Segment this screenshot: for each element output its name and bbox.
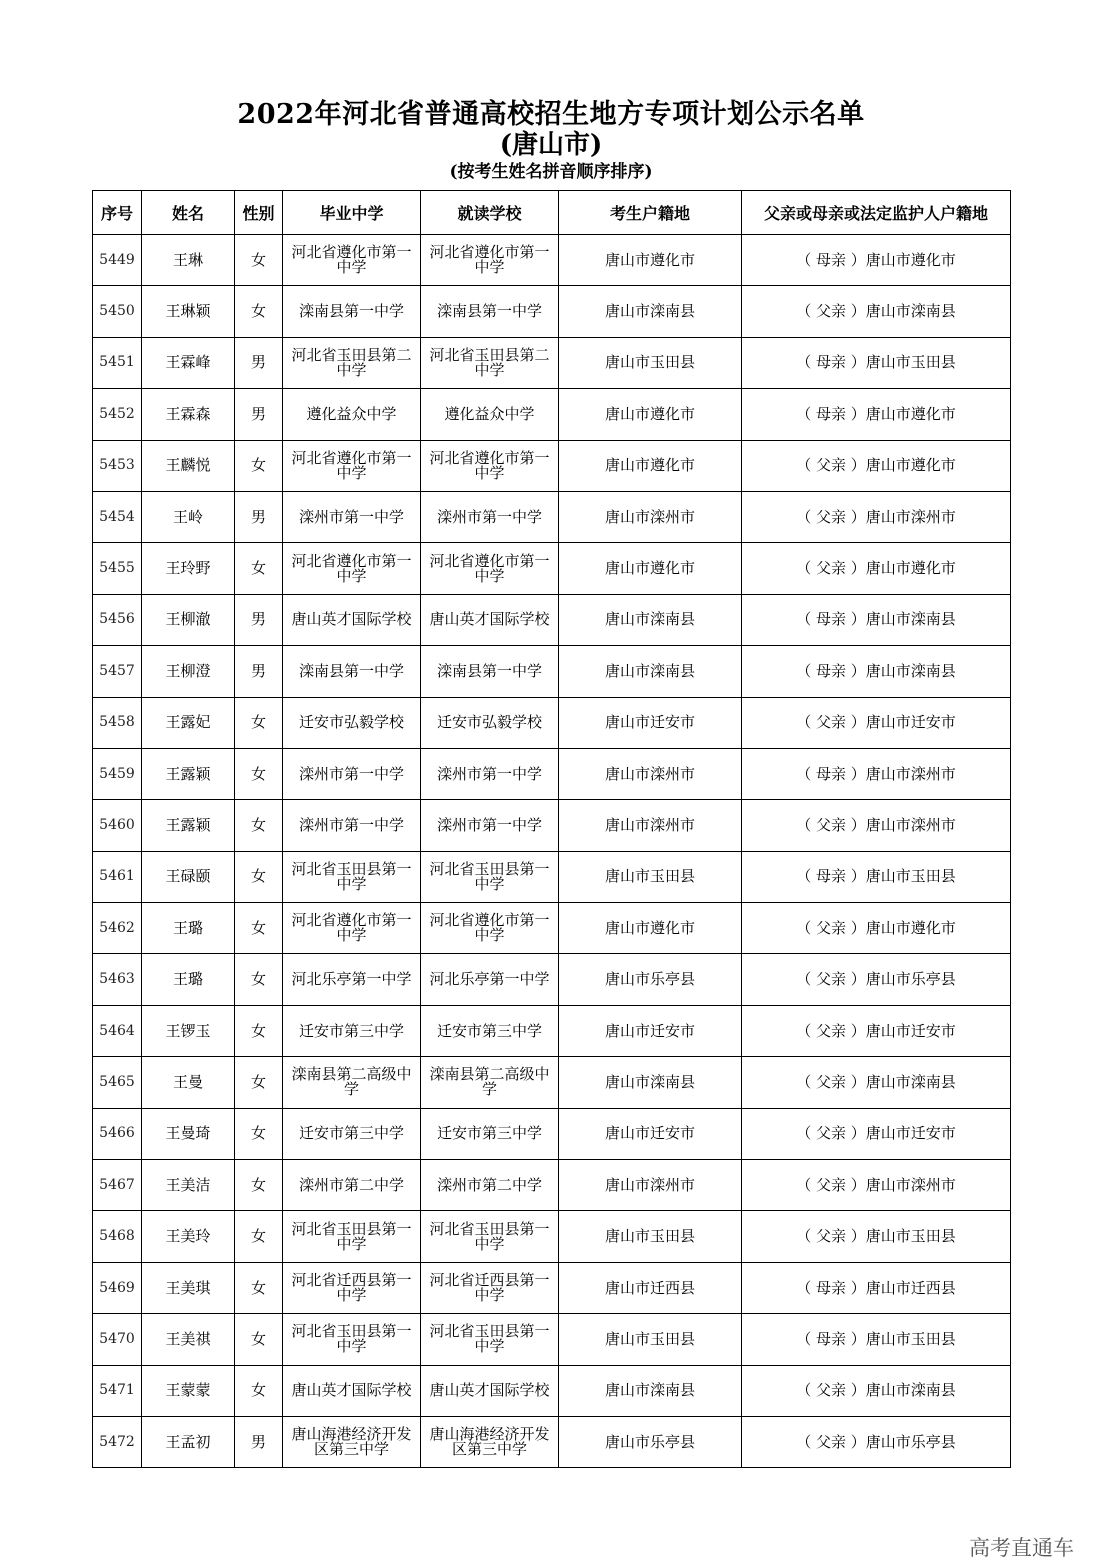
table-row — [93, 1057, 1011, 1108]
table-row — [93, 748, 1011, 799]
cell-student-hukou: 唐山市滦南县 — [559, 646, 742, 697]
cell-name: 王柳澄 — [142, 646, 235, 697]
cell-name: 王琳 — [142, 235, 235, 286]
cell-current-school: 滦南县第一中学 — [421, 286, 559, 337]
cell-name: 王美洁 — [142, 1160, 235, 1211]
cell-current-school: 河北省玉田县第二中学 — [421, 337, 559, 388]
cell-seq: 5460 — [93, 800, 142, 851]
page-title: 2022年河北省普通高校招生地方专项计划公示名单 — [237, 99, 865, 130]
cell-student-hukou: 唐山市滦州市 — [559, 748, 742, 799]
table-body — [93, 235, 1011, 1468]
cell-gender: 女 — [235, 1314, 283, 1365]
cell-guardian-hukou: （ 父亲 ）唐山市迁安市 — [742, 1005, 1011, 1056]
cell-guardian-hukou: （ 母亲 ）唐山市滦州市 — [742, 748, 1011, 799]
cell-seq: 5469 — [93, 1262, 142, 1313]
cell-current-school: 滦州市第二中学 — [421, 1160, 559, 1211]
cell-student-hukou: 唐山市遵化市 — [559, 903, 742, 954]
header-guardian-hukou: 父亲或母亲或法定监护人户籍地 — [742, 191, 1011, 235]
cell-student-hukou: 唐山市滦南县 — [559, 1365, 742, 1416]
cell-gender: 男 — [235, 337, 283, 388]
cell-guardian-hukou: （ 父亲 ）唐山市乐亭县 — [742, 954, 1011, 1005]
cell-name: 王璐 — [142, 903, 235, 954]
cell-gender: 女 — [235, 697, 283, 748]
table-row — [93, 543, 1011, 594]
cell-guardian-hukou: （ 父亲 ）唐山市遵化市 — [742, 903, 1011, 954]
cell-guardian-hukou: （ 母亲 ）唐山市滦南县 — [742, 646, 1011, 697]
cell-graduated-school: 河北省遵化市第一中学 — [283, 235, 421, 286]
cell-name: 王碌颐 — [142, 851, 235, 902]
cell-current-school: 滦州市第一中学 — [421, 748, 559, 799]
table-row — [93, 1005, 1011, 1056]
cell-current-school: 河北省玉田县第一中学 — [421, 1211, 559, 1262]
cell-graduated-school: 滦州市第一中学 — [283, 800, 421, 851]
cell-student-hukou: 唐山市滦南县 — [559, 594, 742, 645]
cell-gender: 男 — [235, 594, 283, 645]
cell-gender: 女 — [235, 235, 283, 286]
cell-seq: 5457 — [93, 646, 142, 697]
cell-graduated-school: 遵化益众中学 — [283, 389, 421, 440]
header-name: 姓名 — [142, 191, 235, 235]
cell-name: 王美祺 — [142, 1314, 235, 1365]
cell-gender: 女 — [235, 748, 283, 799]
cell-guardian-hukou: （ 母亲 ）唐山市遵化市 — [742, 389, 1011, 440]
cell-name: 王露颖 — [142, 800, 235, 851]
cell-name: 王璐 — [142, 954, 235, 1005]
cell-gender: 女 — [235, 903, 283, 954]
cell-seq: 5451 — [93, 337, 142, 388]
cell-seq: 5456 — [93, 594, 142, 645]
cell-guardian-hukou: （ 父亲 ）唐山市乐亭县 — [742, 1416, 1011, 1467]
cell-name: 王孟初 — [142, 1416, 235, 1467]
cell-seq: 5465 — [93, 1057, 142, 1108]
table-row — [93, 491, 1011, 542]
cell-guardian-hukou: （ 父亲 ）唐山市玉田县 — [742, 1211, 1011, 1262]
cell-student-hukou: 唐山市迁安市 — [559, 1005, 742, 1056]
cell-graduated-school: 唐山海港经济开发区第三中学 — [283, 1416, 421, 1467]
cell-guardian-hukou: （ 父亲 ）唐山市滦南县 — [742, 1057, 1011, 1108]
table-row — [93, 851, 1011, 902]
cell-graduated-school: 河北省遵化市第一中学 — [283, 903, 421, 954]
cell-guardian-hukou: （ 母亲 ）唐山市玉田县 — [742, 1314, 1011, 1365]
cell-gender: 男 — [235, 646, 283, 697]
cell-name: 王麟悦 — [142, 440, 235, 491]
cell-guardian-hukou: （ 父亲 ）唐山市遵化市 — [742, 440, 1011, 491]
cell-seq: 5461 — [93, 851, 142, 902]
cell-student-hukou: 唐山市迁安市 — [559, 697, 742, 748]
cell-guardian-hukou: （ 母亲 ）唐山市玉田县 — [742, 337, 1011, 388]
cell-seq: 5453 — [93, 440, 142, 491]
cell-guardian-hukou: （ 母亲 ）唐山市遵化市 — [742, 235, 1011, 286]
cell-seq: 5452 — [93, 389, 142, 440]
cell-current-school: 唐山英才国际学校 — [421, 1365, 559, 1416]
cell-seq: 5450 — [93, 286, 142, 337]
cell-student-hukou: 唐山市滦南县 — [559, 1057, 742, 1108]
cell-guardian-hukou: （ 母亲 ）唐山市迁西县 — [742, 1262, 1011, 1313]
cell-gender: 女 — [235, 800, 283, 851]
cell-seq: 5458 — [93, 697, 142, 748]
cell-graduated-school: 河北省玉田县第一中学 — [283, 1314, 421, 1365]
cell-gender: 男 — [235, 491, 283, 542]
cell-student-hukou: 唐山市玉田县 — [559, 337, 742, 388]
cell-seq: 5454 — [93, 491, 142, 542]
cell-graduated-school: 滦南县第一中学 — [283, 286, 421, 337]
cell-graduated-school: 迁安市第三中学 — [283, 1005, 421, 1056]
table-row — [93, 1160, 1011, 1211]
cell-name: 王露妃 — [142, 697, 235, 748]
cell-name: 王锣玉 — [142, 1005, 235, 1056]
cell-gender: 女 — [235, 543, 283, 594]
cell-gender: 女 — [235, 851, 283, 902]
table-row — [93, 1314, 1011, 1365]
cell-student-hukou: 唐山市乐亭县 — [559, 954, 742, 1005]
cell-name: 王霖峰 — [142, 337, 235, 388]
header-seq: 序号 — [93, 191, 142, 235]
cell-name: 王琳颖 — [142, 286, 235, 337]
cell-current-school: 迁安市第三中学 — [421, 1005, 559, 1056]
cell-seq: 5455 — [93, 543, 142, 594]
table-row — [93, 440, 1011, 491]
cell-student-hukou: 唐山市遵化市 — [559, 543, 742, 594]
table-row — [93, 903, 1011, 954]
cell-graduated-school: 滦南县第一中学 — [283, 646, 421, 697]
cell-gender: 男 — [235, 1416, 283, 1467]
cell-guardian-hukou: （ 父亲 ）唐山市滦南县 — [742, 286, 1011, 337]
cell-graduated-school: 滦南县第二高级中学 — [283, 1057, 421, 1108]
header-gender: 性别 — [235, 191, 283, 235]
cell-guardian-hukou: （ 父亲 ）唐山市滦州市 — [742, 1160, 1011, 1211]
cell-name: 王曼 — [142, 1057, 235, 1108]
cell-graduated-school: 滦州市第二中学 — [283, 1160, 421, 1211]
cell-graduated-school: 唐山英才国际学校 — [283, 1365, 421, 1416]
table-row — [93, 1365, 1011, 1416]
cell-guardian-hukou: （ 父亲 ）唐山市滦南县 — [742, 1365, 1011, 1416]
cell-seq: 5449 — [93, 235, 142, 286]
cell-seq: 5464 — [93, 1005, 142, 1056]
table-row — [93, 1211, 1011, 1262]
cell-name: 王岭 — [142, 491, 235, 542]
table-row — [93, 646, 1011, 697]
cell-gender: 女 — [235, 1160, 283, 1211]
cell-graduated-school: 河北乐亭第一中学 — [283, 954, 421, 1005]
cell-seq: 5462 — [93, 903, 142, 954]
cell-seq: 5463 — [93, 954, 142, 1005]
cell-gender: 女 — [235, 1365, 283, 1416]
cell-graduated-school: 河北省遵化市第一中学 — [283, 543, 421, 594]
cell-current-school: 河北省遵化市第一中学 — [421, 903, 559, 954]
cell-student-hukou: 唐山市滦南县 — [559, 286, 742, 337]
cell-student-hukou: 唐山市乐亭县 — [559, 1416, 742, 1467]
cell-gender: 女 — [235, 954, 283, 1005]
cell-name: 王霖森 — [142, 389, 235, 440]
cell-guardian-hukou: （ 父亲 ）唐山市滦州市 — [742, 491, 1011, 542]
cell-gender: 女 — [235, 1057, 283, 1108]
cell-guardian-hukou: （ 父亲 ）唐山市遵化市 — [742, 543, 1011, 594]
cell-current-school: 唐山海港经济开发区第三中学 — [421, 1416, 559, 1467]
cell-name: 王美琪 — [142, 1262, 235, 1313]
cell-seq: 5467 — [93, 1160, 142, 1211]
city-subtitle: (唐山市) — [499, 130, 603, 160]
cell-student-hukou: 唐山市滦州市 — [559, 1160, 742, 1211]
cell-seq: 5470 — [93, 1314, 142, 1365]
cell-gender: 女 — [235, 286, 283, 337]
cell-seq: 5471 — [93, 1365, 142, 1416]
cell-current-school: 遵化益众中学 — [421, 389, 559, 440]
cell-student-hukou: 唐山市滦州市 — [559, 800, 742, 851]
cell-current-school: 滦南县第二高级中学 — [421, 1057, 559, 1108]
cell-name: 王美玲 — [142, 1211, 235, 1262]
cell-current-school: 迁安市第三中学 — [421, 1108, 559, 1159]
table-header-row — [93, 191, 1011, 235]
cell-graduated-school: 河北省玉田县第一中学 — [283, 1211, 421, 1262]
cell-student-hukou: 唐山市遵化市 — [559, 389, 742, 440]
table-row — [93, 594, 1011, 645]
cell-current-school: 迁安市弘毅学校 — [421, 697, 559, 748]
cell-seq: 5466 — [93, 1108, 142, 1159]
cell-graduated-school: 滦州市第一中学 — [283, 748, 421, 799]
cell-current-school: 河北乐亭第一中学 — [421, 954, 559, 1005]
cell-student-hukou: 唐山市滦州市 — [559, 491, 742, 542]
cell-student-hukou: 唐山市玉田县 — [559, 1314, 742, 1365]
header-student-hukou: 考生户籍地 — [559, 191, 742, 235]
cell-guardian-hukou: （ 母亲 ）唐山市滦南县 — [742, 594, 1011, 645]
cell-current-school: 河北省玉田县第一中学 — [421, 851, 559, 902]
cell-current-school: 河北省玉田县第一中学 — [421, 1314, 559, 1365]
table-row — [93, 389, 1011, 440]
cell-name: 王玲野 — [142, 543, 235, 594]
cell-gender: 女 — [235, 1108, 283, 1159]
cell-guardian-hukou: （ 母亲 ）唐山市玉田县 — [742, 851, 1011, 902]
cell-current-school: 滦州市第一中学 — [421, 800, 559, 851]
cell-name: 王露颖 — [142, 748, 235, 799]
cell-name: 王柳澈 — [142, 594, 235, 645]
cell-gender: 女 — [235, 1005, 283, 1056]
cell-graduated-school: 河北省玉田县第二中学 — [283, 337, 421, 388]
table-row — [93, 286, 1011, 337]
cell-gender: 女 — [235, 440, 283, 491]
cell-student-hukou: 唐山市玉田县 — [559, 1211, 742, 1262]
watermark: 高考直通车 — [969, 1536, 1074, 1560]
cell-gender: 男 — [235, 389, 283, 440]
table-row — [93, 800, 1011, 851]
cell-student-hukou: 唐山市玉田县 — [559, 851, 742, 902]
cell-student-hukou: 唐山市遵化市 — [559, 235, 742, 286]
cell-name: 王蒙蒙 — [142, 1365, 235, 1416]
table-row — [93, 1416, 1011, 1467]
cell-graduated-school: 迁安市第三中学 — [283, 1108, 421, 1159]
cell-gender: 女 — [235, 1262, 283, 1313]
cell-guardian-hukou: （ 父亲 ）唐山市迁安市 — [742, 1108, 1011, 1159]
cell-current-school: 河北省遵化市第一中学 — [421, 235, 559, 286]
cell-graduated-school: 迁安市弘毅学校 — [283, 697, 421, 748]
cell-current-school: 河北省遵化市第一中学 — [421, 543, 559, 594]
cell-student-hukou: 唐山市迁西县 — [559, 1262, 742, 1313]
cell-seq: 5459 — [93, 748, 142, 799]
cell-graduated-school: 滦州市第一中学 — [283, 491, 421, 542]
header-current-school: 就读学校 — [421, 191, 559, 235]
cell-graduated-school: 河北省迁西县第一中学 — [283, 1262, 421, 1313]
table-row — [93, 235, 1011, 286]
cell-guardian-hukou: （ 父亲 ）唐山市迁安市 — [742, 697, 1011, 748]
table-row — [93, 954, 1011, 1005]
cell-guardian-hukou: （ 父亲 ）唐山市滦州市 — [742, 800, 1011, 851]
cell-graduated-school: 唐山英才国际学校 — [283, 594, 421, 645]
table-row — [93, 337, 1011, 388]
cell-student-hukou: 唐山市迁安市 — [559, 1108, 742, 1159]
cell-seq: 5472 — [93, 1416, 142, 1467]
cell-student-hukou: 唐山市遵化市 — [559, 440, 742, 491]
cell-current-school: 河北省遵化市第一中学 — [421, 440, 559, 491]
cell-current-school: 滦南县第一中学 — [421, 646, 559, 697]
cell-graduated-school: 河北省玉田县第一中学 — [283, 851, 421, 902]
sort-note: (按考生姓名拼音顺序排序) — [449, 162, 653, 182]
cell-name: 王曼琦 — [142, 1108, 235, 1159]
cell-seq: 5468 — [93, 1211, 142, 1262]
cell-current-school: 滦州市第一中学 — [421, 491, 559, 542]
table-row — [93, 1108, 1011, 1159]
cell-current-school: 唐山英才国际学校 — [421, 594, 559, 645]
cell-gender: 女 — [235, 1211, 283, 1262]
header-graduated-school: 毕业中学 — [283, 191, 421, 235]
cell-current-school: 河北省迁西县第一中学 — [421, 1262, 559, 1313]
cell-graduated-school: 河北省遵化市第一中学 — [283, 440, 421, 491]
roster-table — [92, 190, 1011, 1468]
table-row — [93, 1262, 1011, 1313]
table-row — [93, 697, 1011, 748]
